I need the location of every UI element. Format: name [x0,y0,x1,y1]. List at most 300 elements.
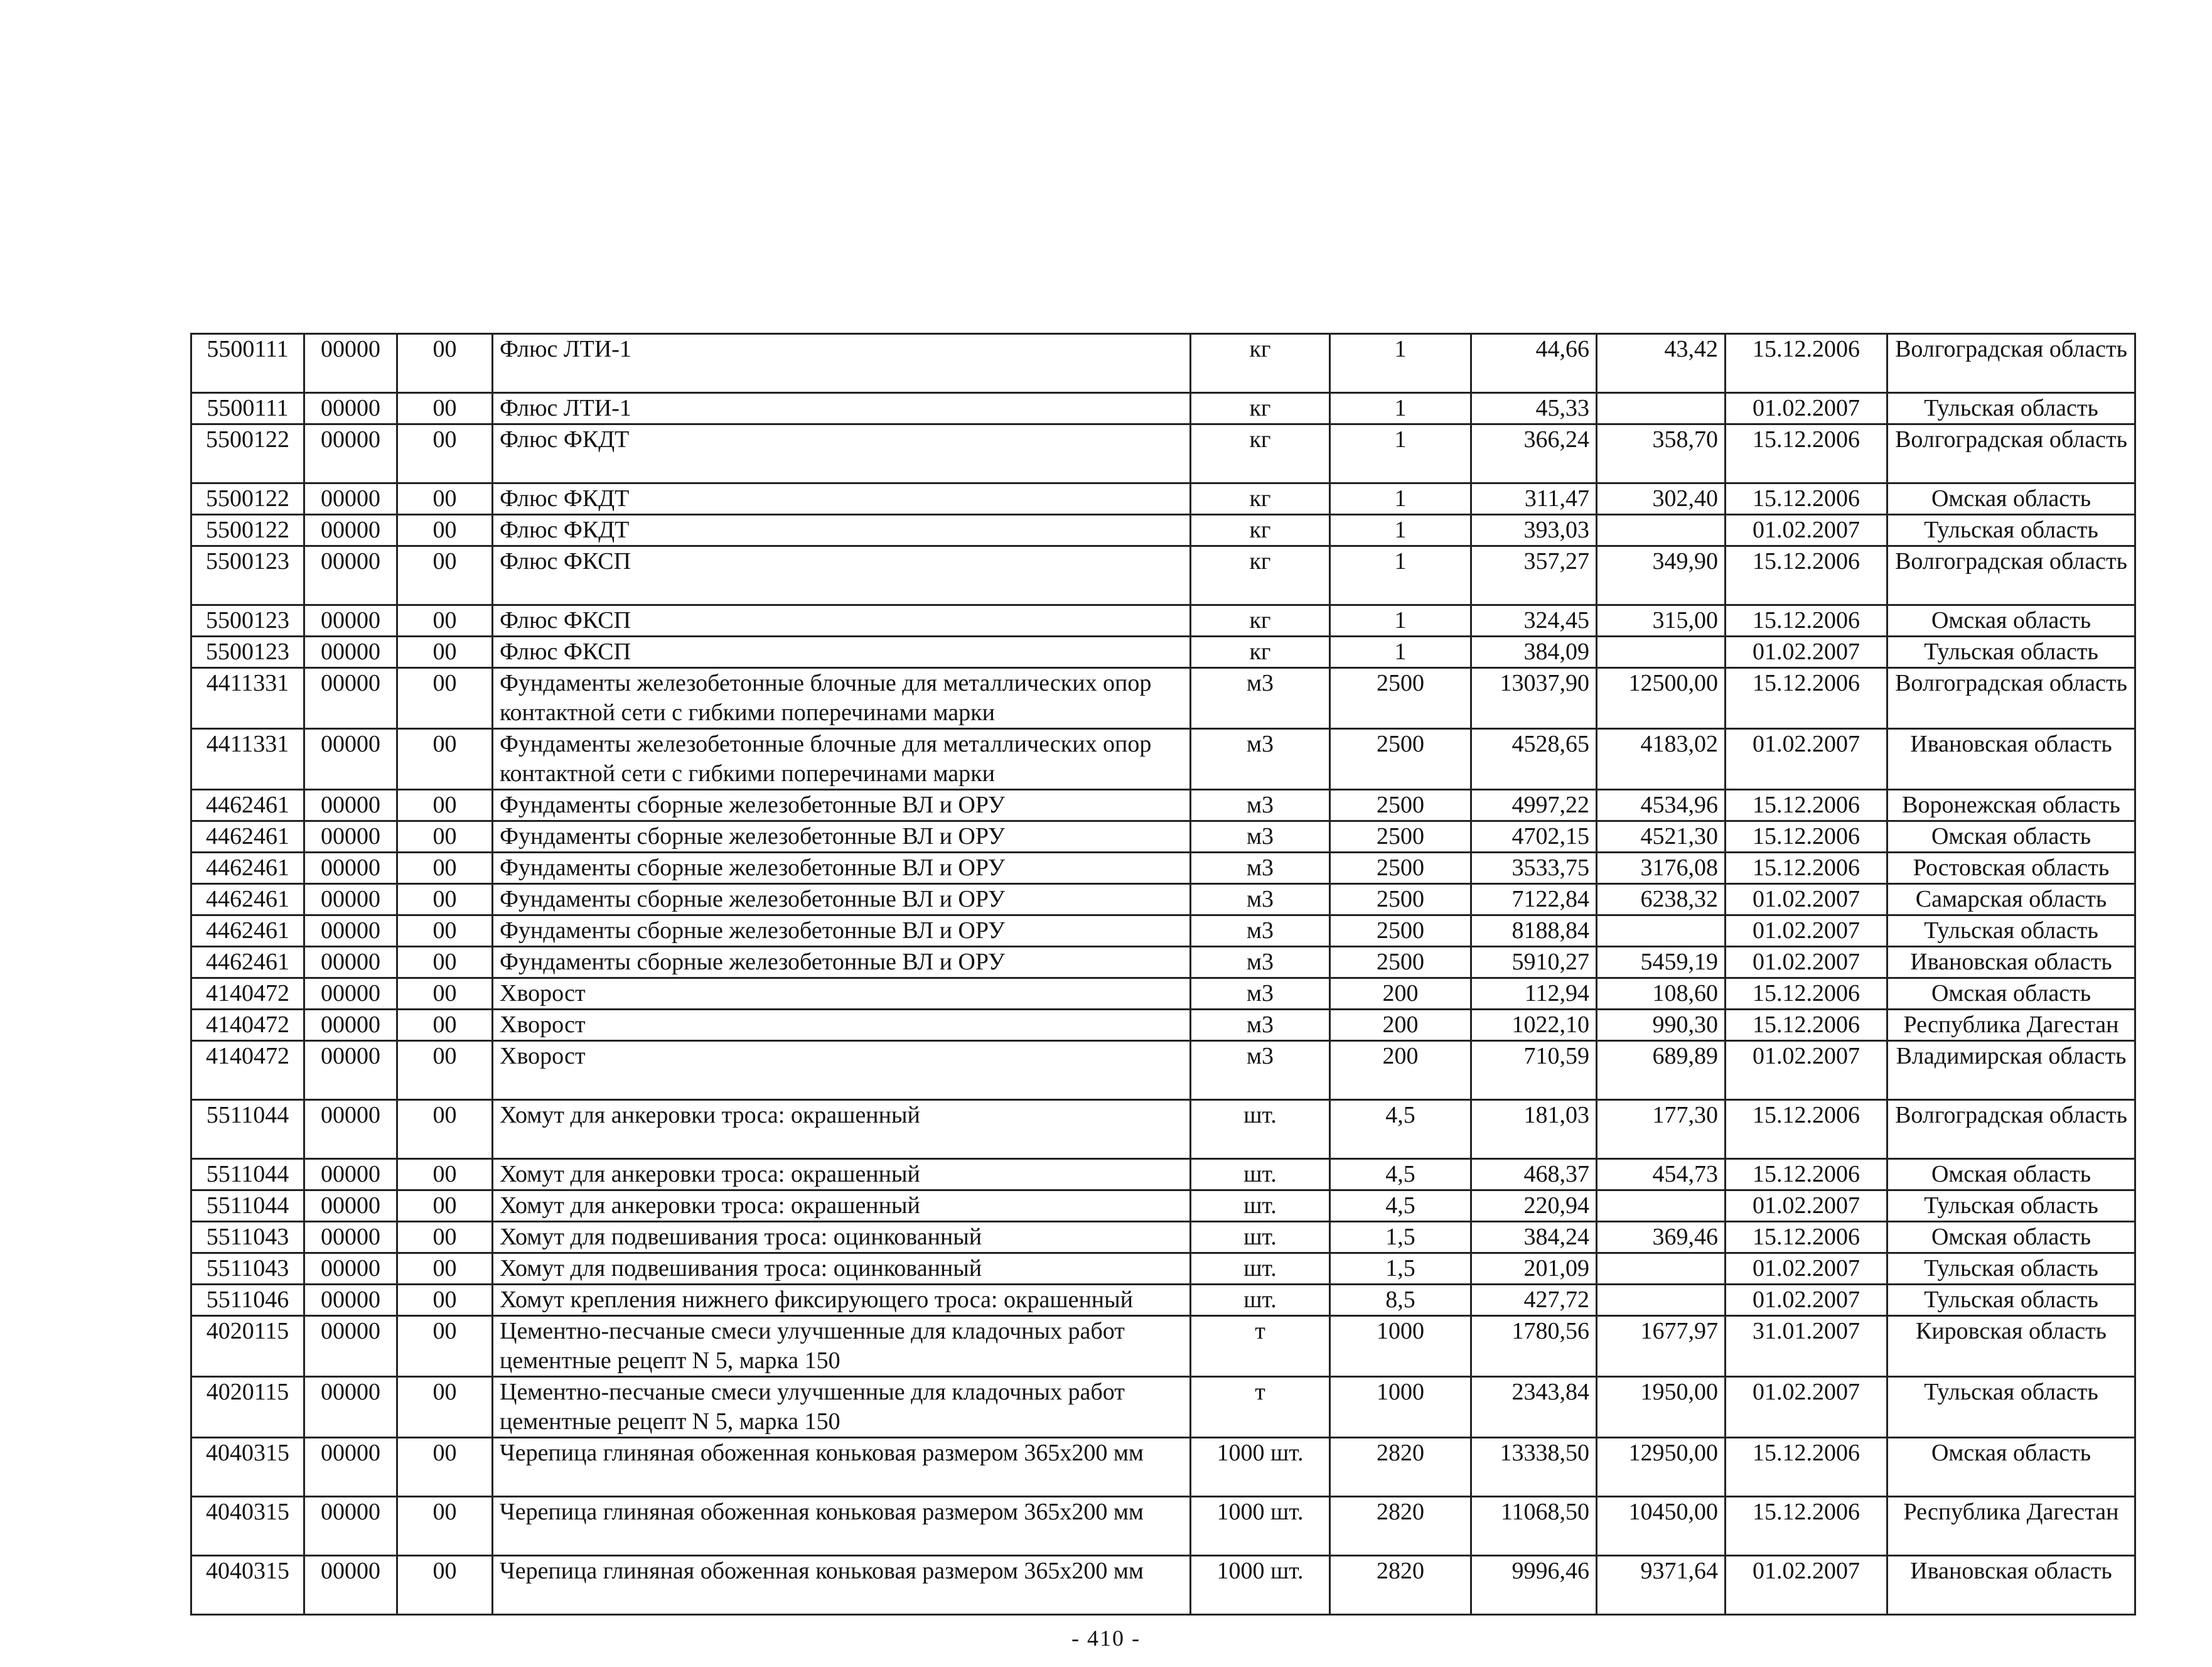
cell-date: 15.12.2006 [1726,1497,1887,1556]
cell-name: Черепица глиняная обоженная коньковая размером 365x200 мм [493,1497,1191,1556]
cell-name: Фундаменты сборные железобетонные ВЛ и ОРУ [493,884,1191,915]
cell-sub: 00000 [304,1253,397,1285]
cell-date: 15.12.2006 [1726,668,1887,729]
cell-sub: 00000 [304,947,397,978]
cell-qty: 2500 [1330,821,1471,853]
cell-date: 01.02.2007 [1726,515,1887,546]
table-row [191,853,2135,884]
cell-name: Фундаменты сборные железобетонные ВЛ и ОРУ [493,821,1191,853]
cell-name: Фундаменты сборные железобетонные ВЛ и ОРУ [493,915,1191,947]
cell-unit: м3 [1191,1041,1330,1100]
table-row [191,1190,2135,1222]
cell-region: Волгоградская область [1887,334,2135,393]
cell-price2: 12500,00 [1597,668,1726,729]
cell-price1: 427,72 [1471,1285,1597,1316]
table-row [191,1100,2135,1159]
cell-price1: 311,47 [1471,483,1597,515]
cell-sub: 00000 [304,1316,397,1377]
cell-qty: 1 [1330,637,1471,668]
cell-region: Ивановская область [1887,947,2135,978]
cell-qty: 1 [1330,605,1471,637]
cell-price2: 9371,64 [1597,1556,1726,1615]
cell-price2: 4183,02 [1597,729,1726,790]
cell-qty: 1,5 [1330,1222,1471,1253]
cell-price2: 43,42 [1597,334,1726,393]
cell-date: 01.02.2007 [1726,1285,1887,1316]
cell-region: Тульская область [1887,637,2135,668]
cell-price2: 369,46 [1597,1222,1726,1253]
cell-date: 15.12.2006 [1726,546,1887,605]
cell-region: Омская область [1887,605,2135,637]
cell-region: Волгоградская область [1887,1100,2135,1159]
cell-price1: 11068,50 [1471,1497,1597,1556]
table-row [191,884,2135,915]
table-row [191,605,2135,637]
cell-unit: кг [1191,546,1330,605]
cell-region: Омская область [1887,1222,2135,1253]
cell-code: 4411331 [191,668,304,729]
cell-unit: шт. [1191,1100,1330,1159]
table-row [191,1159,2135,1190]
cell-region: Омская область [1887,483,2135,515]
cell-sub: 00000 [304,978,397,1010]
cell-code: 5511044 [191,1190,304,1222]
cell-sub: 00000 [304,1159,397,1190]
cell-code: 4040315 [191,1497,304,1556]
cell-code: 5511046 [191,1285,304,1316]
cell-name: Хворост [493,1041,1191,1100]
cell-name: Черепица глиняная обоженная коньковая размером 365x200 мм [493,1438,1191,1497]
cell-region: Тульская область [1887,393,2135,424]
cell-price1: 13338,50 [1471,1438,1597,1497]
cell-code: 5500123 [191,546,304,605]
cell-name: Флюс ФКСП [493,546,1191,605]
cell-name: Цементно-песчаные смеси улучшенные для кладочных работ цементные рецепт N 5, марка 150 [493,1316,1191,1377]
cell-price2: 108,60 [1597,978,1726,1010]
cell-grp: 00 [397,483,493,515]
cell-date: 01.02.2007 [1726,884,1887,915]
cell-sub: 00000 [304,1190,397,1222]
cell-region: Омская область [1887,1438,2135,1497]
cell-sub: 00000 [304,334,397,393]
cell-grp: 00 [397,1100,493,1159]
cell-code: 5500122 [191,483,304,515]
cell-grp: 00 [397,884,493,915]
cell-qty: 2500 [1330,853,1471,884]
cell-name: Хворост [493,1010,1191,1041]
cell-name: Фундаменты железобетонные блочные для металлических опор контактной сети с гибкими поперечинами марки [493,668,1191,729]
cell-sub: 00000 [304,1285,397,1316]
table-row [191,821,2135,853]
cell-region: Тульская область [1887,515,2135,546]
cell-price2: 990,30 [1597,1010,1726,1041]
cell-grp: 00 [397,1377,493,1438]
cell-grp: 00 [397,668,493,729]
cell-region: Омская область [1887,821,2135,853]
cell-region: Ивановская область [1887,729,2135,790]
table-row [191,729,2135,790]
cell-date: 01.02.2007 [1726,637,1887,668]
cell-qty: 1 [1330,334,1471,393]
cell-name: Хомут для анкеровки троса: окрашенный [493,1100,1191,1159]
table-row [191,790,2135,821]
cell-grp: 00 [397,915,493,947]
cell-price1: 2343,84 [1471,1377,1597,1438]
table-row [191,424,2135,483]
cell-region: Тульская область [1887,1377,2135,1438]
cell-price2 [1597,1285,1726,1316]
cell-code: 5500111 [191,393,304,424]
cell-qty: 4,5 [1330,1190,1471,1222]
cell-sub: 00000 [304,790,397,821]
table-row [191,1253,2135,1285]
cell-sub: 00000 [304,853,397,884]
cell-code: 5511043 [191,1222,304,1253]
cell-code: 4462461 [191,884,304,915]
cell-price1: 4528,65 [1471,729,1597,790]
table-body [191,334,2135,1615]
cell-qty: 200 [1330,978,1471,1010]
cell-price2: 358,70 [1597,424,1726,483]
cell-grp: 00 [397,393,493,424]
cell-unit: шт. [1191,1159,1330,1190]
cell-date: 31.01.2007 [1726,1316,1887,1377]
table-row [191,483,2135,515]
cell-grp: 00 [397,729,493,790]
cell-grp: 00 [397,1285,493,1316]
cell-qty: 1,5 [1330,1253,1471,1285]
cell-date: 01.02.2007 [1726,1190,1887,1222]
cell-region: Воронежская область [1887,790,2135,821]
cell-qty: 200 [1330,1010,1471,1041]
cell-name: Цементно-песчаные смеси улучшенные для кладочных работ цементные рецепт N 5, марка 150 [493,1377,1191,1438]
cell-qty: 1 [1330,546,1471,605]
cell-price2: 4534,96 [1597,790,1726,821]
cell-date: 15.12.2006 [1726,853,1887,884]
cell-date: 15.12.2006 [1726,1010,1887,1041]
cell-code: 4140472 [191,978,304,1010]
cell-price1: 324,45 [1471,605,1597,637]
cell-price1: 357,27 [1471,546,1597,605]
table-row [191,1316,2135,1377]
cell-unit: т [1191,1377,1330,1438]
cell-unit: м3 [1191,947,1330,978]
cell-date: 01.02.2007 [1726,915,1887,947]
cell-grp: 00 [397,1041,493,1100]
cell-unit: т [1191,1316,1330,1377]
cell-sub: 00000 [304,1222,397,1253]
cell-qty: 2820 [1330,1438,1471,1497]
cell-price1: 44,66 [1471,334,1597,393]
cell-grp: 00 [397,1316,493,1377]
cell-price2: 4521,30 [1597,821,1726,853]
cell-unit: м3 [1191,853,1330,884]
table-row [191,1438,2135,1497]
cell-grp: 00 [397,821,493,853]
cell-price2 [1597,915,1726,947]
cell-unit: м3 [1191,884,1330,915]
cell-sub: 00000 [304,1100,397,1159]
table-row [191,1556,2135,1615]
cell-price2: 1677,97 [1597,1316,1726,1377]
cell-date: 01.02.2007 [1726,729,1887,790]
cell-price2: 177,30 [1597,1100,1726,1159]
cell-unit: кг [1191,424,1330,483]
cell-code: 4140472 [191,1041,304,1100]
cell-sub: 00000 [304,1377,397,1438]
cell-name: Флюс ФКСП [493,605,1191,637]
cell-price1: 112,94 [1471,978,1597,1010]
cell-name: Хворост [493,978,1191,1010]
cell-qty: 2820 [1330,1556,1471,1615]
cell-region: Тульская область [1887,1285,2135,1316]
table-row [191,947,2135,978]
cell-qty: 1 [1330,393,1471,424]
cell-sub: 00000 [304,393,397,424]
cell-unit: 1000 шт. [1191,1556,1330,1615]
table-row [191,915,2135,947]
cell-code: 5500123 [191,637,304,668]
cell-price2: 10450,00 [1597,1497,1726,1556]
cell-code: 5500122 [191,424,304,483]
cell-unit: 1000 шт. [1191,1497,1330,1556]
cell-name: Флюс ФКДТ [493,515,1191,546]
cell-qty: 4,5 [1330,1100,1471,1159]
cell-name: Флюс ФКДТ [493,424,1191,483]
cell-grp: 00 [397,515,493,546]
cell-date: 15.12.2006 [1726,424,1887,483]
cell-name: Хомут крепления нижнего фиксирующего троса: окрашенный [493,1285,1191,1316]
cell-qty: 1 [1330,515,1471,546]
cell-sub: 00000 [304,424,397,483]
cell-unit: 1000 шт. [1191,1438,1330,1497]
cell-price2 [1597,1253,1726,1285]
cell-sub: 00000 [304,605,397,637]
cell-unit: м3 [1191,821,1330,853]
cell-sub: 00000 [304,1556,397,1615]
cell-sub: 00000 [304,1010,397,1041]
cell-region: Тульская область [1887,1253,2135,1285]
cell-price1: 181,03 [1471,1100,1597,1159]
cell-unit: кг [1191,515,1330,546]
cell-grp: 00 [397,1190,493,1222]
cell-grp: 00 [397,1010,493,1041]
cell-name: Фундаменты сборные железобетонные ВЛ и ОРУ [493,947,1191,978]
cell-date: 15.12.2006 [1726,790,1887,821]
cell-price1: 710,59 [1471,1041,1597,1100]
cell-date: 01.02.2007 [1726,1377,1887,1438]
cell-qty: 1000 [1330,1316,1471,1377]
cell-price2: 302,40 [1597,483,1726,515]
table-row [191,546,2135,605]
cell-sub: 00000 [304,1497,397,1556]
cell-code: 4462461 [191,821,304,853]
cell-grp: 00 [397,947,493,978]
cell-sub: 00000 [304,821,397,853]
cell-qty: 2500 [1330,729,1471,790]
cell-unit: м3 [1191,978,1330,1010]
cell-grp: 00 [397,637,493,668]
cell-price1: 8188,84 [1471,915,1597,947]
cell-unit: кг [1191,334,1330,393]
cell-date: 15.12.2006 [1726,334,1887,393]
cell-code: 5511044 [191,1159,304,1190]
cell-code: 4462461 [191,853,304,884]
cell-grp: 00 [397,1438,493,1497]
cell-region: Волгоградская область [1887,668,2135,729]
cell-sub: 00000 [304,483,397,515]
cell-unit: кг [1191,483,1330,515]
cell-grp: 00 [397,334,493,393]
cell-unit: кг [1191,605,1330,637]
cell-price2 [1597,515,1726,546]
cell-date: 15.12.2006 [1726,1222,1887,1253]
table-row [191,1010,2135,1041]
cell-date: 01.02.2007 [1726,1253,1887,1285]
cell-region: Ростовская область [1887,853,2135,884]
cell-grp: 00 [397,853,493,884]
cell-price1: 468,37 [1471,1159,1597,1190]
cell-code: 4411331 [191,729,304,790]
cell-qty: 1000 [1330,1377,1471,1438]
price-table [190,333,2136,1616]
cell-price1: 384,24 [1471,1222,1597,1253]
cell-date: 01.02.2007 [1726,1041,1887,1100]
cell-sub: 00000 [304,637,397,668]
cell-name: Флюс ЛТИ-1 [493,334,1191,393]
table-row [191,1285,2135,1316]
cell-price1: 13037,90 [1471,668,1597,729]
cell-qty: 2500 [1330,884,1471,915]
table-row [191,978,2135,1010]
cell-grp: 00 [397,1222,493,1253]
cell-unit: кг [1191,393,1330,424]
cell-qty: 2500 [1330,790,1471,821]
cell-sub: 00000 [304,884,397,915]
cell-region: Волгоградская область [1887,424,2135,483]
cell-unit: шт. [1191,1222,1330,1253]
cell-code: 4462461 [191,947,304,978]
cell-region: Республика Дагестан [1887,1497,2135,1556]
cell-price1: 7122,84 [1471,884,1597,915]
cell-price2: 3176,08 [1597,853,1726,884]
cell-region: Омская область [1887,1159,2135,1190]
cell-name: Фундаменты сборные железобетонные ВЛ и ОРУ [493,790,1191,821]
cell-region: Тульская область [1887,1190,2135,1222]
cell-sub: 00000 [304,915,397,947]
cell-price1: 1780,56 [1471,1316,1597,1377]
cell-unit: кг [1191,637,1330,668]
table-row [191,1497,2135,1556]
cell-grp: 00 [397,1497,493,1556]
cell-sub: 00000 [304,668,397,729]
cell-price1: 4997,22 [1471,790,1597,821]
cell-unit: м3 [1191,729,1330,790]
cell-code: 5511043 [191,1253,304,1285]
cell-unit: шт. [1191,1253,1330,1285]
cell-price2: 689,89 [1597,1041,1726,1100]
cell-unit: шт. [1191,1285,1330,1316]
cell-date: 15.12.2006 [1726,821,1887,853]
cell-code: 4020115 [191,1316,304,1377]
cell-qty: 1 [1330,424,1471,483]
cell-code: 4040315 [191,1438,304,1497]
cell-price2 [1597,637,1726,668]
cell-code: 4462461 [191,915,304,947]
cell-date: 01.02.2007 [1726,1556,1887,1615]
cell-unit: м3 [1191,915,1330,947]
cell-qty: 2500 [1330,668,1471,729]
cell-date: 15.12.2006 [1726,978,1887,1010]
cell-qty: 1 [1330,483,1471,515]
cell-grp: 00 [397,790,493,821]
cell-region: Республика Дагестан [1887,1010,2135,1041]
table-row [191,1377,2135,1438]
cell-sub: 00000 [304,1041,397,1100]
cell-region: Тульская область [1887,915,2135,947]
cell-name: Хомут для анкеровки троса: окрашенный [493,1159,1191,1190]
cell-price1: 45,33 [1471,393,1597,424]
cell-qty: 2820 [1330,1497,1471,1556]
cell-date: 15.12.2006 [1726,1438,1887,1497]
table-row [191,668,2135,729]
page-number: - 410 - [1071,1626,1141,1651]
cell-region: Самарская область [1887,884,2135,915]
table-row [191,1041,2135,1100]
cell-code: 5500122 [191,515,304,546]
table-row [191,515,2135,546]
cell-unit: м3 [1191,1010,1330,1041]
cell-sub: 00000 [304,546,397,605]
table-row [191,637,2135,668]
cell-name: Фундаменты сборные железобетонные ВЛ и ОРУ [493,853,1191,884]
cell-price1: 3533,75 [1471,853,1597,884]
cell-date: 15.12.2006 [1726,483,1887,515]
cell-sub: 00000 [304,1438,397,1497]
cell-code: 5500111 [191,334,304,393]
cell-grp: 00 [397,978,493,1010]
cell-name: Черепица глиняная обоженная коньковая размером 365x200 мм [493,1556,1191,1615]
cell-sub: 00000 [304,515,397,546]
cell-region: Ивановская область [1887,1556,2135,1615]
cell-code: 4020115 [191,1377,304,1438]
cell-price2 [1597,393,1726,424]
cell-name: Флюс ФКДТ [493,483,1191,515]
table-row [191,334,2135,393]
cell-grp: 00 [397,1556,493,1615]
cell-code: 4040315 [191,1556,304,1615]
cell-unit: м3 [1191,790,1330,821]
cell-price2: 5459,19 [1597,947,1726,978]
cell-qty: 8,5 [1330,1285,1471,1316]
cell-name: Флюс ФКСП [493,637,1191,668]
cell-price2: 454,73 [1597,1159,1726,1190]
cell-price2 [1597,1190,1726,1222]
cell-price1: 9996,46 [1471,1556,1597,1615]
cell-price1: 393,03 [1471,515,1597,546]
table-row [191,393,2135,424]
cell-qty: 2500 [1330,915,1471,947]
cell-price1: 201,09 [1471,1253,1597,1285]
cell-code: 5511044 [191,1100,304,1159]
cell-region: Владимирская область [1887,1041,2135,1100]
cell-date: 01.02.2007 [1726,947,1887,978]
cell-code: 4140472 [191,1010,304,1041]
cell-grp: 00 [397,424,493,483]
cell-date: 01.02.2007 [1726,393,1887,424]
cell-code: 4462461 [191,790,304,821]
cell-grp: 00 [397,546,493,605]
